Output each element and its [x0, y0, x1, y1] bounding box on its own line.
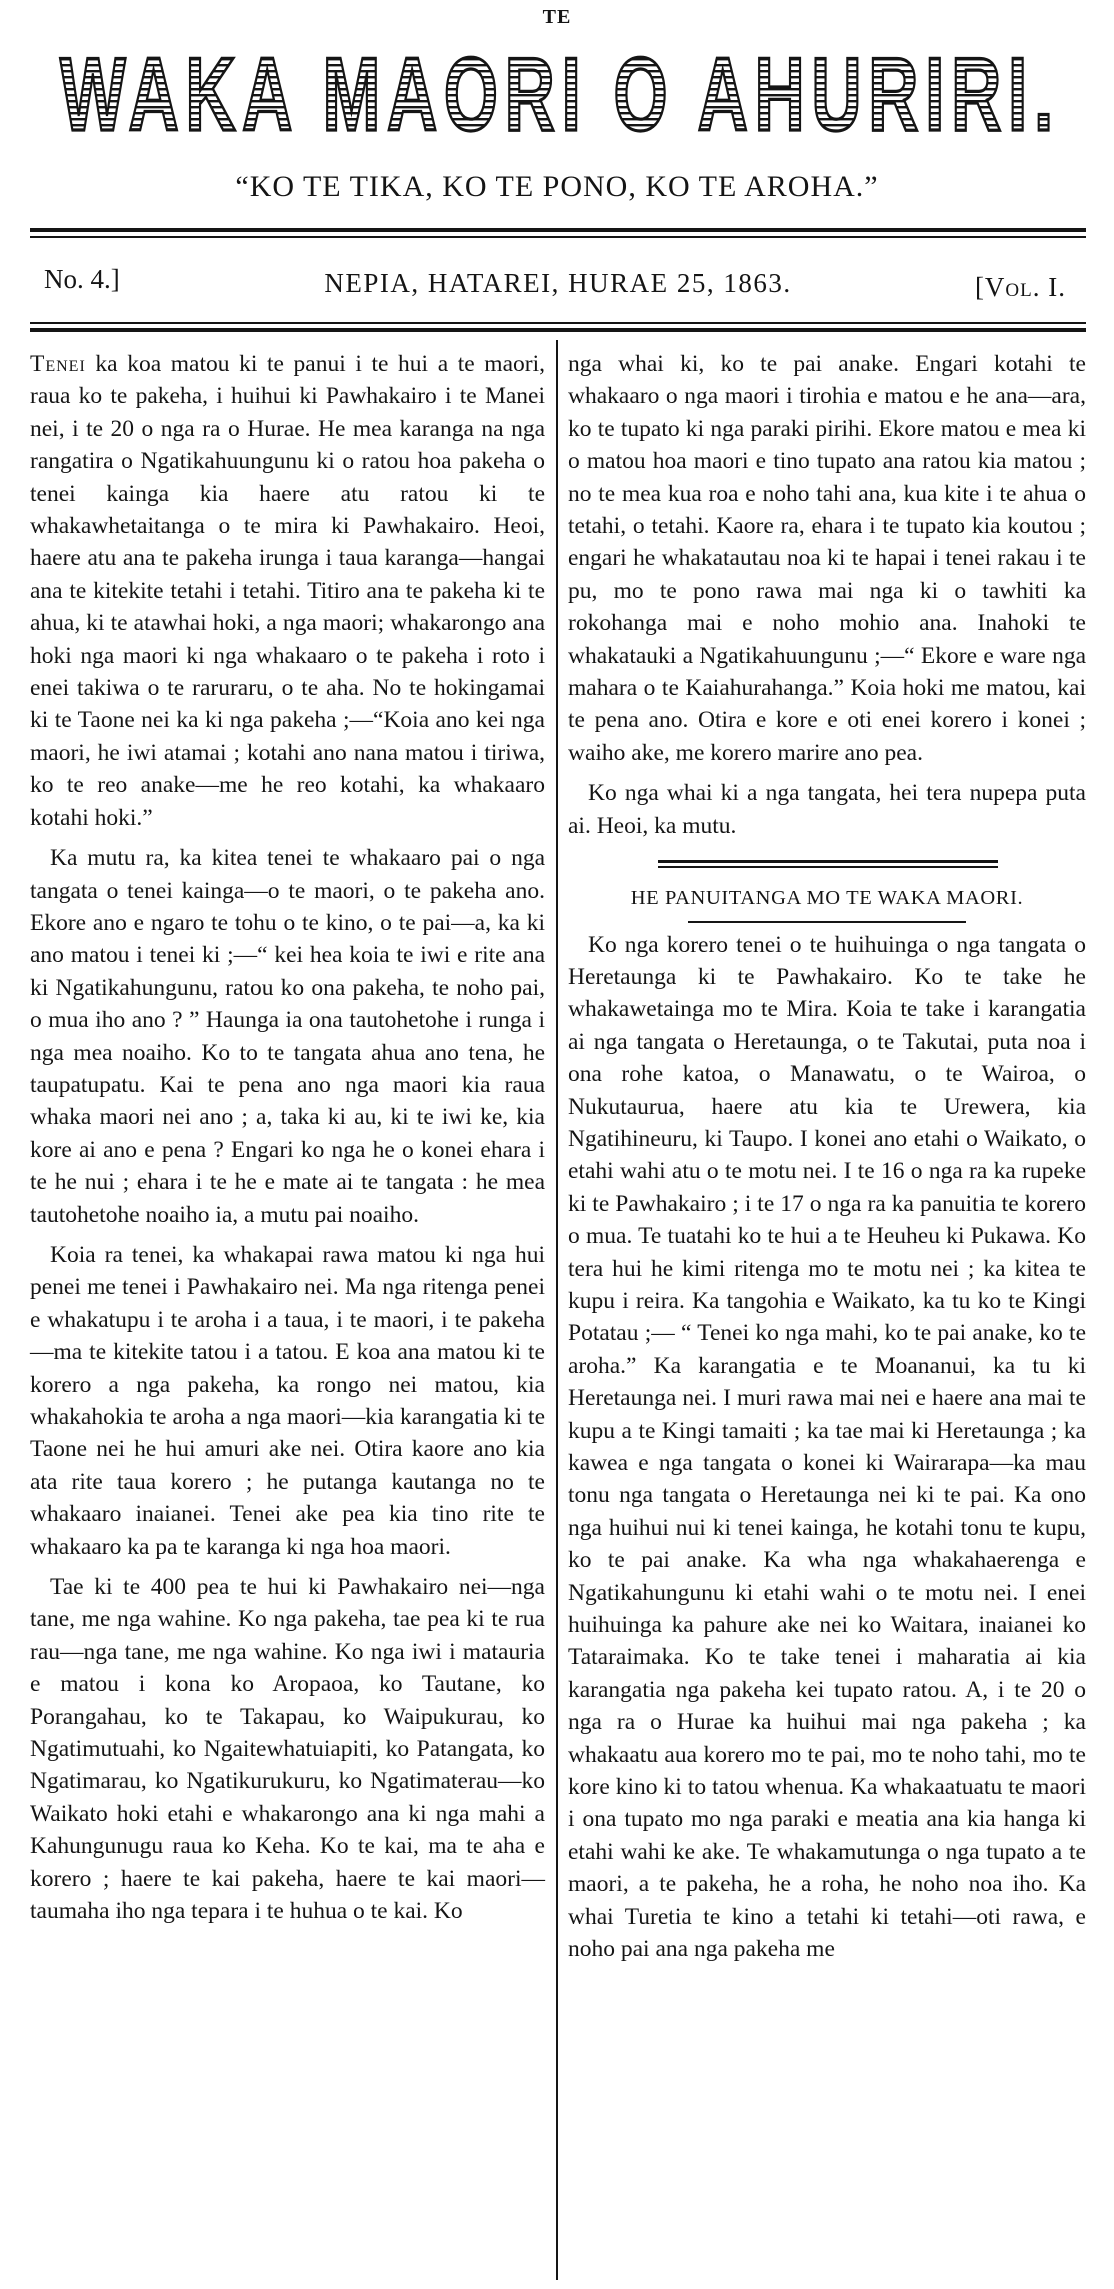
header-rule-thick [30, 228, 1086, 232]
masthead-title [50, 40, 1070, 140]
article-paragraph: nga whai ki, ko te pai anake. Engari kotahi te whakaaro o nga maori i tirohia e matou e he ana—ara, ko te tupato ki nga paraki pirihi. Ekore matou e mea ki o matou hoa maori e tino tupato ana ratou kia matou ; no te mea kua roa e noho tahi ana, kua kite i te ahua o tetahi, o tetahi. Kaore ra, ehara i te tupato kia koutou ; engari he whakatautau noa ki te hapai i tenei rakau i te pu, mo te pono rawa mai nga ki o tawhiti ka rokohanga mai e noho mohio ana. Inahoki te whakatauki a Ngatikahuungunu ;—“ Ekore e ware nga mahara o te Kaiahurahanga.” Koia hoki me matou, kai te pena ano. Otira e kore e oti enei korero i konei ; waiho ake, me korero marire ano pea. [568, 351, 1086, 766]
section-separator [568, 850, 1086, 876]
issue-rule-thick [30, 328, 1086, 332]
article-paragraph: Tae ki te 400 pea te hui ki Pawhakairo nei—nga tane, me nga wahine. Ko nga pakeha, tae pea ki te rua rau—nga tane, me nga wahine. Ko nga iwi i matauria e matou i kona ko Aropaoa, ko Tautane, ko Porangahau, ko te Takapau, ko Waipukurau, ko Ngatimutuahi, ko Ngaitewhatuiapiti, ko Patangata, ko Ngatimarau, ko Ngatikurukuru, ko Ngatimaterau—ko Waikato hoki etahi e whakarongo ana ki nga mahi a Kahungunugu raua ko Keha. Ko te kai, ma te aha e korero ; haere te kai pakeha, haere te kai maori—taumaha iho nga tepara i te huhua o te kai. Ko [30, 1574, 545, 1925]
masthead-motto: “KO TE TIKA, KO TE PONO, KO TE AROHA.” [235, 170, 879, 203]
header-rule-thin [30, 236, 1086, 238]
article-paragraph [30, 348, 545, 834]
masthead-title-art [50, 40, 1070, 140]
issue-rule-thin [30, 322, 1086, 324]
paragraph-text: ka koa matou ki te panui i te hui a te maori, raua ko te pakeha, i huihui ki Pawhakairo i te Manei nei, i te 20 o nga ra o Hurae. He mea karanga na nga rangatira o Ngatikahuungunu ki o ratou hoa pakeha o tenei kainga kia haere atu ratou ki te whakawhetaitanga o te mira ki Pawhakairo. Heoi, haere atu ana te pakeha irunga i taua karanga—hangai ana te kitekite tetahi i tetahi. Titiro ana te pakeha ki te ahua, ki te atawhai hoki, a nga maori; whakarongo ana hoki nga maori ki nga whakaaro o te pakeha i roto i enei takiwa o te raruraru, o te aha. No te hokingamai ki te Taone nei ka ki nga pakeha ;—“Koia ano kei nga maori, he iwi atamai ; kotahi ano nana matou i tiriwa, ko te reo anake—me he reo kotahi, ka whakaaro kotahi hoki.” [30, 351, 545, 831]
article-paragraph: Ko nga korero tenei o te huihuinga o nga tangata o Heretaunga ki te Pawhakairo. Ko te take he whakawetainga mo te Mira. Koia te take i karangatia ai nga tangata o Heretaunga, o te Takutai, puta noa i ona rohe katoa, o Manawatu, o te Wairoa, o Nukutaurua, haere atu kia te Urewera, kia Ngatihineuru, ki Taupo. I konei ano etahi o Waikato, o etahi wahi atu o te motu nei. I te 16 o nga ra ka rupeke ki te Pawhakairo ; i te 17 o nga ra ka panuitia te korero o mua. Te tuatahi ko te hui a te Heuheu ki Pukawa. Ko tera hui he kimi ritenga mo te motu nei ; ka kitea te kupu i reira. Ka tangohia e Waikato, ka tu ko te Kingi Potatau ;— “ Tenei ko nga mahi, ko te pai anake, ko te aroha.” Ka karangatia e te Moananui, ka tu ki Heretaunga nei. I muri rawa mai nei e haere ana mai te kupu a te Kingi tamaiti ; ka tae mai ki Heretaunga ; ka kawea e nga tangata o konei ki Wairarapa—ka mau tonu nga tangata o Heretaunga nei ki te pai. Ka ono nga huihui nui ki tenei kainga, he kotahi tonu te kupu, ko te pai anake. Ka wha nga whakahaerenga e Ngatikahungunu ki etahi wahi o te motu nei. I enei huihuinga ka pahure ake nei ko Waitara, inaianei ko Tataraimaka. Ko te take tenei i maharatia ai kia karangatia nga pakeha kei tupato ratou. A, i te 20 o nga ra o Hurae ka huihui mai nga pakeha ; ka whakaatu aua korero mo te pai, mo te noho tahi, mo te kore kino ki to tatou whenua. Ka whakaatuatu te maori i ona tupato mo nga paraki e meatia ana kia hanga ki etahi wahi ke ake. Te whakamutunga o nga tupato a te maori, a te pakeha, he a roha, he noho noa iho. Ka whai Turetia te kino a tetahi ki tetahi—oti rawa, e noho pai ana nga pakeha me [568, 931, 1086, 1963]
masthead-pretitle: TE [542, 6, 572, 28]
issue-number: No. 4.] [44, 264, 120, 294]
left-column [30, 348, 545, 1928]
section-heading: HE PANUITANGA MO TE WAKA MAORI. [568, 882, 1086, 922]
dateline: NEPIA, HATAREI, HURAE 25, 1863. [324, 268, 792, 298]
right-column [568, 348, 1086, 1966]
issue-line [30, 262, 1086, 312]
lead-word: Tenei [30, 351, 86, 377]
article-paragraph: Koia ra tenei, ka whakapai rawa matou ki nga hui penei me tenei i Pawhakairo nei. Ma nga ritenga penei e whakatupu i te aroha i a taua, i te maori, i te pakeha —ma te kitekite tatou i a tatou. E koa ana matou ki te korero a nga pakeha, ka rongo nei matou, kia whakahokia te aroha a nga maori—kia karangatia ki te Taone nei he hui amuri ake nei. Otira kaore ano kia ata rite taua korero ; he putanga kautanga no te whakaaro inaianei. Tenei ake pea kia tino rite te whakaaro ka pa te karanga ki nga hoa maori. [30, 1241, 545, 1560]
volume-label: [Vol. I. [974, 272, 1066, 302]
article-paragraph: Ka mutu ra, ka kitea tenei te whakaaro pai o nga tangata o tenei kainga—o te maori, o te pakeha ano. Ekore ano e ngaro te tohu o te kino, o te pai—a, ka ki ano matou i tenei ki ;—“ kei hea koia te iwi e rite ana ki Ngatikahungunu, ratou ko ona pakeha, te noho pai, o mua iho ano ? ” Haunga ia ona tautohetohe i runga i nga mea noaiho. Ko to te tangata ahua ano tena, he taupatupatu. Kai te pena ano nga maori kia raua whaka maori nei ano ; a, taka ki au, ki te iwi ke, kia kore ai ano e pena ? Engari ko nga he o konei ehara i te he nui ; ehara i te he e mate ai te tangata : he mea tautohetohe noaiho ia, a mutu pai noaiho. [30, 845, 545, 1228]
masthead-title-text: WAKA MAORI O AHURIRI. [60, 40, 1060, 140]
column-divider [556, 340, 558, 2280]
article-paragraph: Ko nga whai ki a nga tangata, hei tera nupepa puta ai. Heoi, ka mutu. [568, 780, 1086, 839]
